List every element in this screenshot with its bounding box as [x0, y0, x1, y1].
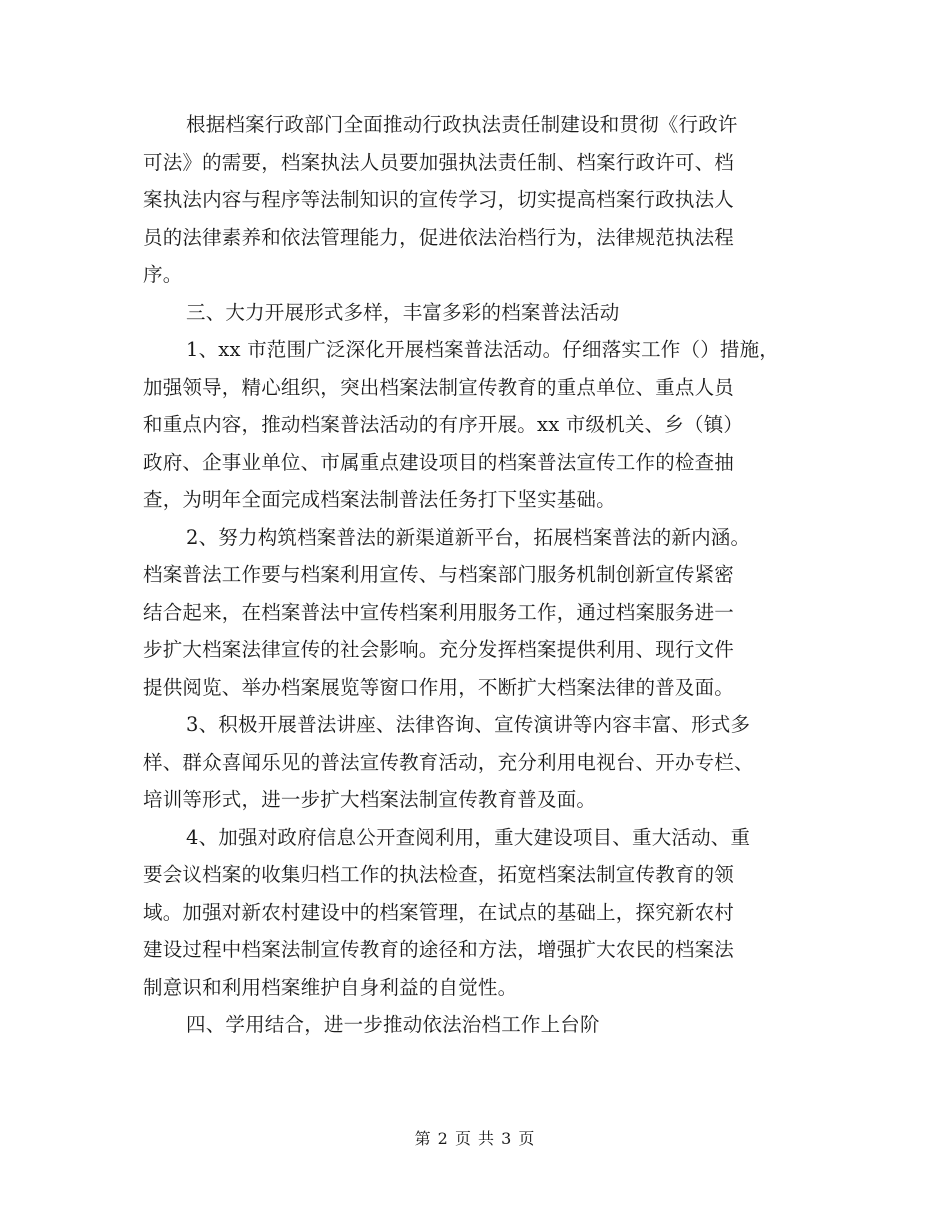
item-3-line-2: 样、群众喜闻乐见的普法宣传教育活动，充分利用电视台、开办专栏、: [143, 750, 754, 774]
item-4-line-4: 建设过程中档案法制宣传教育的途径和方法，增强扩大农民的档案法: [143, 938, 735, 961]
item-2-line-1: 2、努力构筑档案普法的新渠道新平台，拓展档案普法的新内涵。: [186, 525, 751, 549]
paragraph-1-line-1: 根据档案行政部门全面推动行政执法责任制建设和贯彻《行政许: [186, 113, 738, 136]
paragraph-1-line-3: 案执法内容与程序等法制知识的宣传学习，切实提高档案行政执法人: [143, 188, 735, 211]
paragraph-1-line-2: 可法》的需要，档案执法人员要加强执法责任制、档案行政许可、档: [143, 150, 735, 174]
item-2-line-4: 步扩大档案法律宣传的社会影响。充分发挥档案提供利用、现行文件: [143, 638, 735, 661]
item-2-line-5: 提供阅览、举办档案展览等窗口作用，不断扩大档案法律的普及面。: [143, 675, 735, 699]
page-number-footer: 第 2 页 共 3 页: [414, 1129, 536, 1148]
item-1-line-5: 查，为明年全面完成档案法制普法任务打下坚实基础。: [143, 488, 616, 511]
item-2-line-3: 结合起来，在档案普法中宣传档案利用服务工作，通过档案服务进一: [143, 600, 735, 624]
item-3-line-1: 3、积极开展普法讲座、法律咨询、宣传演讲等内容丰富、形式多: [186, 713, 751, 736]
section-heading-4: 四、学用结合，进一步推动依法治档工作上台阶: [186, 1013, 600, 1036]
item-1-line-2: 加强领导，精心组织，突出档案法制宣传教育的重点单位、重点人员: [143, 375, 735, 399]
document-body: [143, 106, 843, 1044]
section-heading-3: 三、大力开展形式多样，丰富多彩的档案普法活动: [186, 300, 620, 324]
paragraph-1-line-5: 序。: [143, 263, 183, 286]
item-1-line-3: 和重点内容，推动档案普法活动的有序开展。xx 市级机关、乡（镇）: [143, 413, 744, 436]
item-4-line-3: 域。加强对新农村建设中的档案管理，在试点的基础上，探究新农村: [143, 900, 735, 924]
item-4-line-5: 制意识和利用档案维护自身利益的自觉性。: [143, 975, 518, 999]
item-3-line-3: 培训等形式，进一步扩大档案法制宣传教育普及面。: [143, 788, 597, 811]
item-1-line-4: 政府、企事业单位、市属重点建设项目的档案普法宣传工作的检查抽: [143, 450, 735, 474]
item-4-line-1: 4、加强对政府信息公开查阅利用，重大建设项目、重大活动、重: [186, 825, 751, 849]
item-4-line-2: 要会议档案的收集归档工作的执法检查，拓宽档案法制宣传教育的领: [143, 863, 735, 886]
item-1-line-1: 1、xx 市范围广泛深化开展档案普法活动。仔细落实工作（）措施，: [186, 338, 779, 361]
paragraph-1-line-4: 员的法律素养和依法管理能力，促进依法治档行为，法律规范执法程: [143, 225, 735, 249]
item-2-line-2: 档案普法工作要与档案利用宣传、与档案部门服务机制创新宣传紧密: [143, 563, 735, 586]
